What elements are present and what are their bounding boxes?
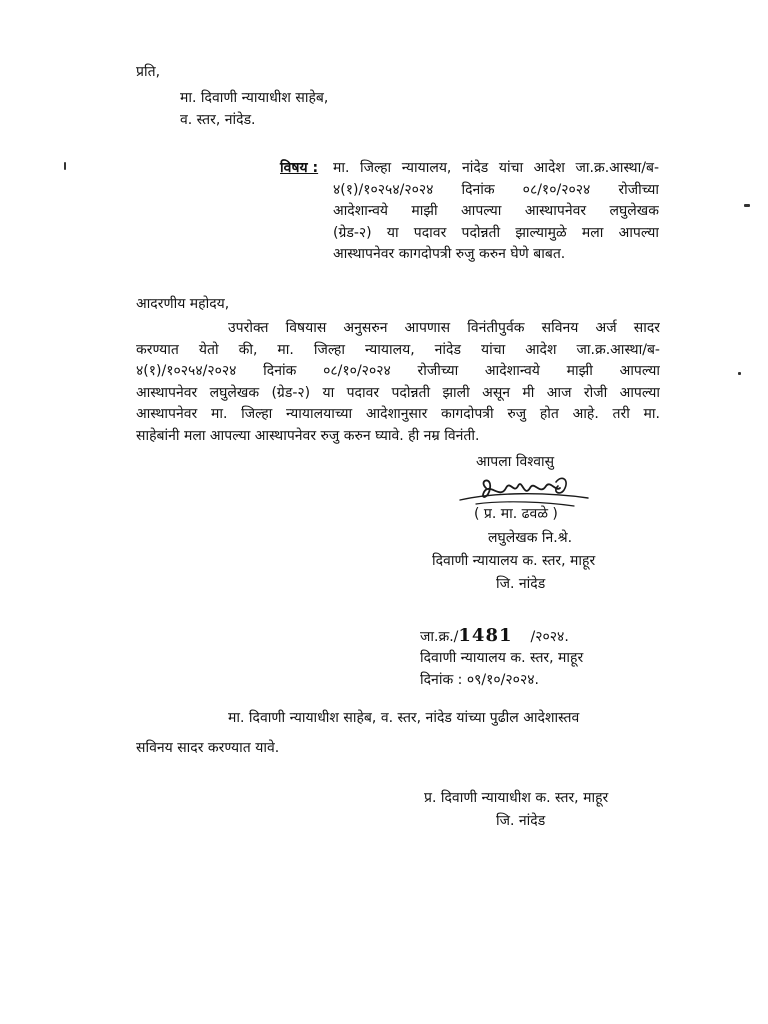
outward-date: दिनांक : ०९/१०/२०२४. [420,672,539,688]
outward-number-handwritten: 1481 [458,625,513,646]
body-line-1: उपरोक्त विषयास अनुसरुन आपणास विनंतीपुर्वक सविनय अर्ज सादर [228,320,660,336]
outward-number-suffix: /२०२४. [530,629,569,645]
body-line-3: ४(१)/१०२५४/२०२४ दिनांक ०८/१०/२०२४ रोजीच्या आदेशान्वये माझी आपल्या [136,363,660,379]
body-paragraph [136,318,660,447]
forward-line-2: सविनय सादर करण्यात यावे. [136,740,280,756]
scan-speck [738,372,741,375]
salutation: आदरणीय महोदय, [136,296,230,312]
subject-block [333,158,659,266]
scan-speck [744,204,750,207]
subject-line-2: ४(१)/१०२५४/२०२४ दिनांक ०८/१०/२०२४ रोजीच्या [333,181,659,198]
closing: आपला विश्वासु [476,454,555,470]
body-line-6: साहेबांनी मला आपल्या आस्थापनेवर रुजु करुन घ्यावे. ही नम्र विनंती. [136,427,480,444]
outward-number [420,626,569,647]
scan-speck [64,162,66,170]
final-sign-line-2: जि. नांदेड [496,813,546,829]
final-sign-line-1: प्र. दिवाणी न्यायाधीश क. स्तर, माहूर [424,790,609,806]
subject-line-5: आस्थापनेवर कागदोपत्री रुजु करुन घेणे बाबत. [333,246,566,262]
subject-line-4: (ग्रेड-२) या पदावर पदोन्नती झाल्यामुळे मला आपल्या [333,224,659,241]
forward-line-1: मा. दिवाणी न्यायाधीश साहेब, व. स्तर, नांदेड यांच्या पुढील आदेशास्तव [228,710,580,726]
subject-line-1: मा. जिल्हा न्यायालय, नांदेड यांचा आदेश जा.क्र.आस्था/ब- [333,160,659,176]
body-line-5: आस्थापनेवर मा. जिल्हा न्यायालयाच्या आदेशानुसार कागदोपत्री रुजु होत आहे. तरी मा. [136,406,660,422]
outward-court: दिवाणी न्यायालय क. स्तर, माहूर [420,650,584,666]
subject-line-3: आदेशान्वये माझी आपल्या आस्थापनेवर लघुलेखक [333,203,659,219]
addressee-line-1: मा. दिवाणी न्यायाधीश साहेब, [180,90,329,106]
body-line-4: आस्थापनेवर लघुलेखक (ग्रेड-२) या पदावर पदोन्नती झाली असून मी आज रोजी आपल्या [136,384,660,401]
addressee-line-2: व. स्तर, नांदेड. [180,112,256,128]
signatory-district: जि. नांदेड [496,576,546,592]
signatory-designation: लघुलेखक नि.श्रे. [488,530,573,546]
body-line-2: करण्यात येतो की, मा. जिल्हा न्यायालय, नांदेड यांचा आदेश जा.क्र.आस्था/ब- [136,341,660,358]
subject-label: विषय : [280,160,319,176]
signatory-name: ( प्र. मा. ढवळे ) [474,506,558,522]
outward-number-prefix: जा.क्र./ [420,629,459,645]
addressee-prati: प्रति, [136,64,161,80]
signatory-court: दिवाणी न्यायालय क. स्तर, माहूर [432,553,596,569]
